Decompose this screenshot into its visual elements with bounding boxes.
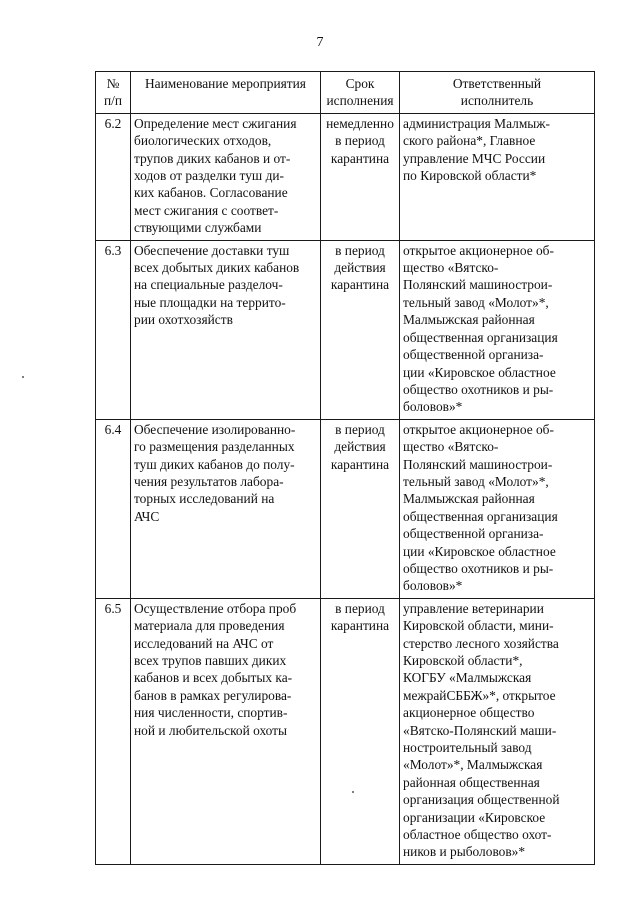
cell-line: Кировской области*, <box>403 653 523 668</box>
cell-line: АЧС <box>134 508 160 524</box>
cell-line: в период <box>335 600 385 616</box>
cell-line: «Молот»*, Малмыжская <box>403 757 543 773</box>
table-row <box>96 598 595 864</box>
cell-line: Ответственный <box>452 76 542 91</box>
cell-line: общественной организа- <box>403 526 544 542</box>
cell-line: Малмыжская районная <box>403 491 535 507</box>
cell-line: тельный завод «Молот»*, <box>403 473 549 489</box>
cell-line: Полянский машинострои- <box>403 277 553 293</box>
cell-line: ции «Кировское областное <box>403 364 556 380</box>
cell-line: общественной организа- <box>403 347 544 363</box>
cell-line: торных исследований на <box>134 491 275 507</box>
cell-line: туш диких кабанов до полу- <box>134 456 295 472</box>
row-responsible <box>400 113 595 240</box>
cell-line: ции «Кировское областное <box>403 543 556 559</box>
cell-line: трупов диких кабанов и от- <box>134 150 291 166</box>
row-num: 6.5 <box>96 598 131 864</box>
cell-line: Кировской области, мини- <box>403 618 554 634</box>
cell-line: п/п <box>103 93 123 109</box>
cell-line: рии охотхозяйств <box>134 312 233 328</box>
header-num <box>96 72 131 114</box>
cell-line: Обеспечение доставки туш <box>134 242 290 258</box>
cell-line: открытое акционерное об- <box>403 242 554 258</box>
cell-line: ников и рыболовов»* <box>403 844 526 860</box>
row-num: 6.2 <box>96 113 131 240</box>
cell-line: щество «Вятско- <box>403 439 499 455</box>
cell-line: администрация Малмыж- <box>403 115 550 131</box>
header-responsible <box>400 72 595 114</box>
row-responsible <box>400 240 595 419</box>
cell-line: по Кировской области* <box>403 168 537 184</box>
cell-line: карантина <box>330 456 390 472</box>
cell-line: мест сжигания с соответ- <box>134 202 279 218</box>
table-row <box>96 240 595 419</box>
cell-line: Обеспечение изолированно- <box>134 421 296 437</box>
cell-line: чения результатов лабора- <box>134 473 284 489</box>
cell-line: исполнитель <box>460 93 534 109</box>
table-row <box>96 419 595 598</box>
cell-line: биологических отходов, <box>134 133 272 149</box>
row-measure-name <box>131 113 321 240</box>
cell-line: ходов от разделки туш ди- <box>134 168 285 184</box>
cell-line: «Вятско-Полянский маши- <box>403 722 557 738</box>
cell-line: боловов»* <box>403 399 463 415</box>
cell-line: всех добытых диких кабанов <box>134 260 300 276</box>
scan-speck <box>22 376 24 378</box>
cell-line: акционерное общество <box>403 705 535 721</box>
cell-line: ского района*, Главное <box>403 133 536 149</box>
cell-line: материала для проведения <box>134 618 285 634</box>
cell-line: на специальные разделоч- <box>134 277 283 293</box>
cell-line: в период <box>335 421 385 437</box>
cell-line: ностроительный завод <box>403 740 532 756</box>
row-responsible <box>400 419 595 598</box>
cell-line: ные площадки на террито- <box>134 294 286 310</box>
row-term <box>321 598 400 864</box>
cell-line: Осуществление отбора проб <box>134 600 297 616</box>
cell-line: банов в рамках регулирова- <box>134 687 292 703</box>
cell-line: ния численности, спортив- <box>134 705 288 721</box>
cell-line: управление ветеринарии <box>403 600 544 616</box>
table-header-row <box>96 72 595 114</box>
row-measure-name <box>131 240 321 419</box>
cell-line: действия <box>334 439 386 455</box>
row-term <box>321 419 400 598</box>
cell-line: открытое акционерное об- <box>403 421 554 437</box>
cell-line: ной и любительской охоты <box>134 722 288 738</box>
cell-line: общество охотников и ры- <box>403 381 554 397</box>
row-measure-name <box>131 419 321 598</box>
cell-line: немедленно <box>326 115 394 131</box>
cell-line: Полянский машинострои- <box>403 456 553 472</box>
header-name <box>131 72 321 114</box>
cell-line: всех трупов павших диких <box>134 653 287 668</box>
cell-line: Малмыжская районная <box>403 312 535 328</box>
cell-line: кабанов и всех добытых ка- <box>134 670 293 686</box>
cell-line: управление МЧС России <box>403 150 546 166</box>
page-number: 7 <box>316 35 324 50</box>
cell-line: щество «Вятско- <box>403 260 499 276</box>
cell-line: ствующими службами <box>134 220 262 236</box>
cell-line: исследований на АЧС от <box>134 635 274 651</box>
cell-line: в период <box>335 242 385 258</box>
cell-line: исполнения <box>326 93 394 109</box>
cell-line: тельный завод «Молот»*, <box>403 294 549 310</box>
row-num: 6.3 <box>96 240 131 419</box>
measures-table <box>95 71 595 865</box>
row-num: 6.4 <box>96 419 131 598</box>
row-term <box>321 240 400 419</box>
scan-speck <box>352 791 354 793</box>
cell-line: боловов»* <box>403 578 463 594</box>
row-term <box>321 113 400 240</box>
cell-line: организация общественной <box>403 792 560 808</box>
table-row <box>96 113 595 240</box>
cell-line: ких кабанов. Согласование <box>134 185 288 201</box>
row-measure-name <box>131 598 321 864</box>
cell-line: общественная организация <box>403 329 558 345</box>
cell-line: карантина <box>330 277 390 293</box>
cell-line: в период <box>335 133 385 149</box>
cell-line: районная общественная <box>403 774 540 790</box>
cell-line: карантина <box>330 618 390 634</box>
cell-line: карантина <box>330 150 390 166</box>
cell-line: Срок <box>345 76 375 91</box>
cell-line: действия <box>334 260 386 276</box>
header-term <box>321 72 400 114</box>
cell-line: областное общество охот- <box>403 827 552 843</box>
row-responsible <box>400 598 595 864</box>
cell-line: общественная организация <box>403 508 558 524</box>
cell-line: КОГБУ «Малмыжская <box>403 670 532 686</box>
cell-line: межрайСББЖ»*, открытое <box>403 687 556 703</box>
cell-line: Наименование мероприятия <box>145 76 306 91</box>
cell-line: стерство лесного хозяйства <box>403 635 559 651</box>
cell-line: го размещения разделанных <box>134 439 295 455</box>
cell-line: общество охотников и ры- <box>403 560 554 576</box>
cell-line: организации «Кировское <box>403 809 546 825</box>
cell-line: Определение мест сжигания <box>134 115 297 131</box>
cell-line: № <box>106 76 120 91</box>
